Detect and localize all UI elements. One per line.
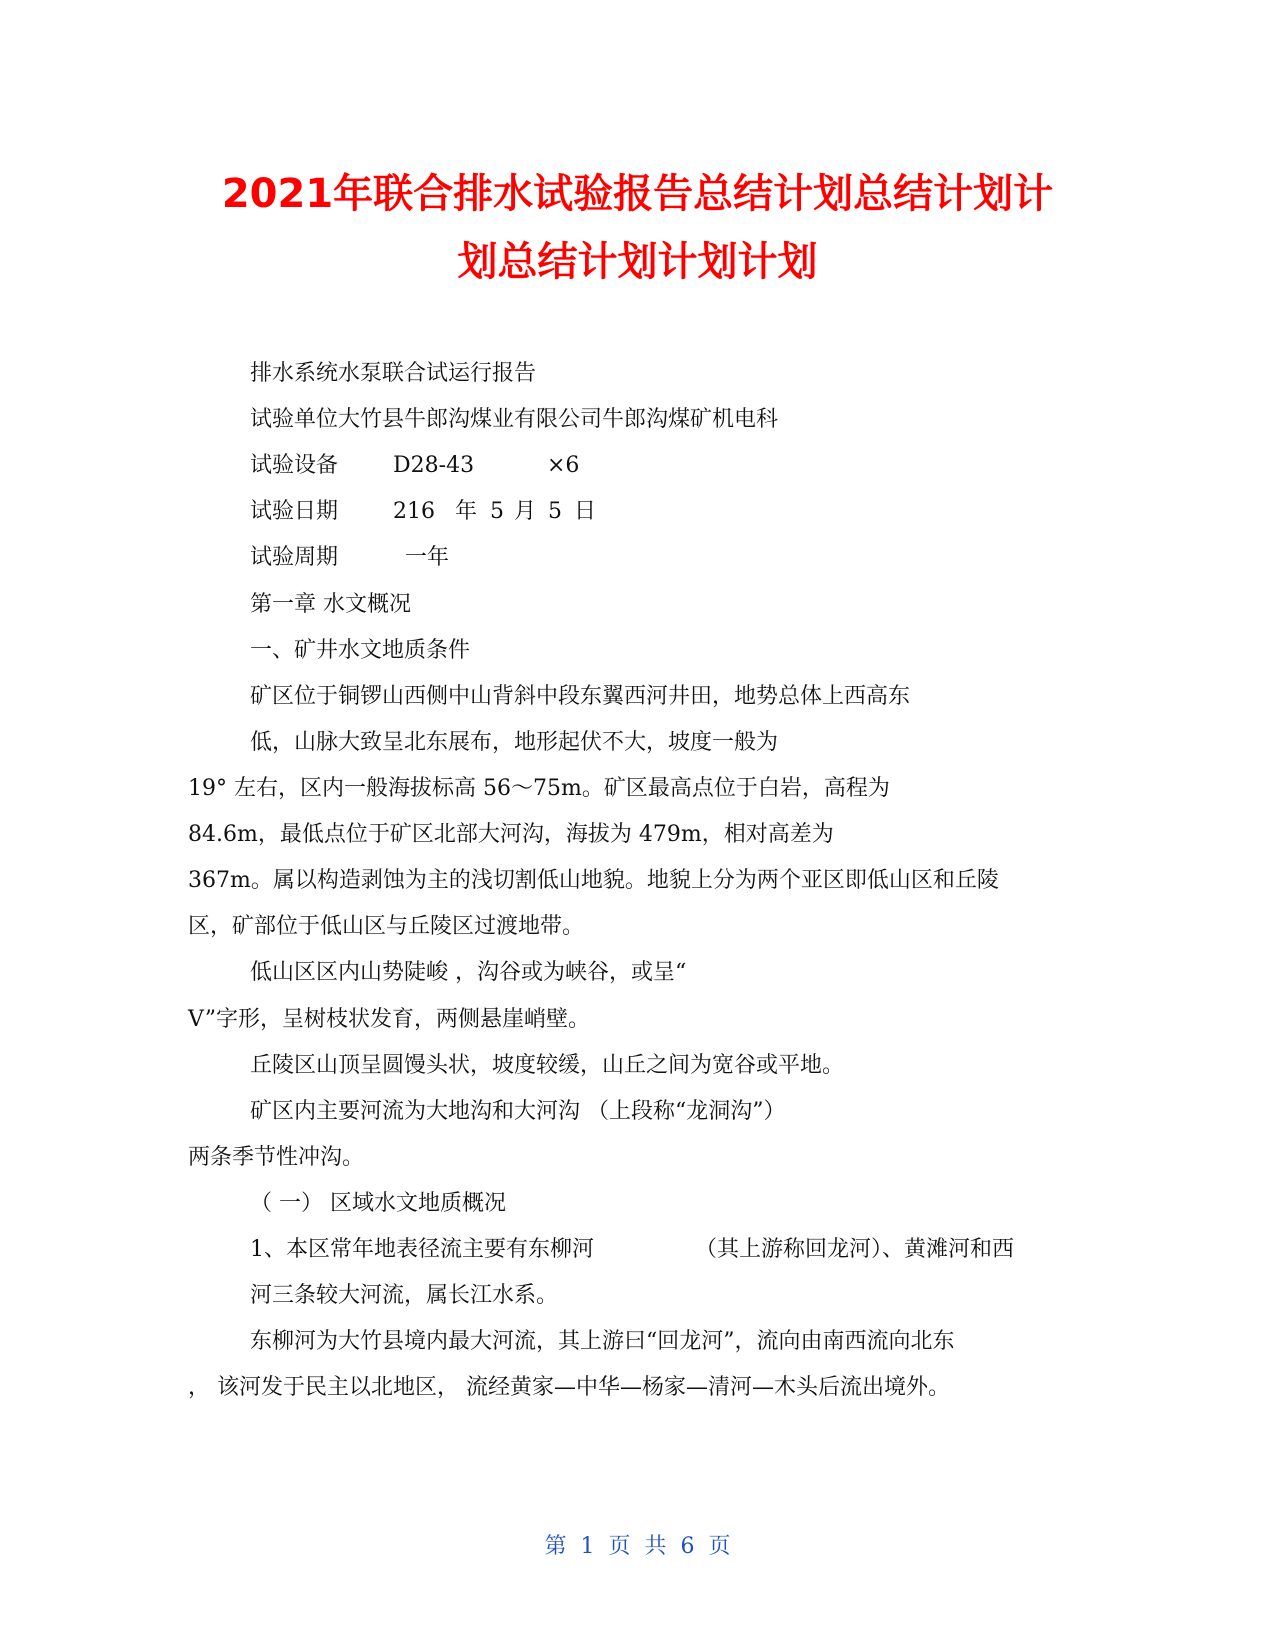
page-number-footer: 第 1 页 共 6 页: [544, 1534, 731, 1559]
date-month: 5: [490, 499, 504, 524]
paragraph-text: ， 该河发于民主以北地区， 流经黄家—中华—杨家—清河—木头后流出境外。: [188, 1375, 950, 1400]
paragraph-text: 东柳河为大竹县境内最大河流，其上游曰“回龙河”，流向由南西流向北东: [250, 1329, 955, 1354]
paragraph-text: 矿区位于铜锣山西侧中山背斜中段东翼西河井田，地势总体上西高东: [250, 684, 911, 709]
date-year-unit: 年: [455, 499, 478, 524]
paragraph-text: 84.6m，最低点位于矿区北部大河沟，海拔为 479m，相对高差为: [188, 822, 834, 847]
list-item-text: 1、本区常年地表径流主要有东柳河: [250, 1237, 594, 1262]
period-label: 试验周期: [250, 545, 339, 570]
date-day: 5: [548, 499, 562, 524]
equipment-quantity: ×6: [547, 453, 580, 478]
equipment-model: D28-43: [393, 453, 475, 478]
section-heading: 一、矿井水文地质条件: [250, 638, 471, 663]
paragraph-text: 19° 左右，区内一般海拔标高 56～75m。矿区最高点位于白岩，高程为: [188, 776, 890, 801]
equipment-label: 试验设备: [250, 453, 339, 478]
paragraph-text: 矿区内主要河流为大地沟和大河沟 （上段称“龙洞沟”）: [250, 1099, 786, 1124]
paragraph-text: 低山区区内山势陡峻 ，沟谷或为峡谷，或呈“: [250, 960, 687, 985]
list-item: [250, 1235, 1100, 1265]
subsection-heading: （ 一） 区域水文地质概况: [250, 1191, 506, 1216]
test-unit-line: 试验单位大竹县牛郎沟煤业有限公司牛郎沟煤矿机电科: [250, 407, 779, 432]
chapter-heading: 第一章 水文概况: [250, 592, 411, 617]
period-value: 一年: [405, 545, 450, 570]
paragraph-text: 367m。属以构造剥蚀为主的浅切割低山地貌。地貌上分为两个亚区即低山区和丘陵: [188, 868, 999, 893]
document-title-line-2: 划总结计划计划计划: [457, 239, 818, 285]
equipment-row: [250, 451, 950, 481]
report-heading: 排水系统水泵联合试运行报告: [250, 361, 537, 386]
date-month-unit: 月: [514, 499, 537, 524]
list-item-text: 河三条较大河流，属长江水系。: [250, 1283, 559, 1308]
paragraph-text: 丘陵区山顶呈圆馒头状，坡度较缓，山丘之间为宽谷或平地。: [250, 1053, 845, 1078]
date-label: 试验日期: [250, 499, 339, 524]
date-row: [250, 497, 950, 527]
date-day-unit: 日: [574, 499, 597, 524]
paragraph-text: 低，山脉大致呈北东展布，地形起伏不大，坡度一般为: [250, 730, 779, 755]
document-title-line-1: 2021年联合排水试验报告总结计划总结计划计: [221, 171, 1054, 217]
paragraph-text: V”字形，呈树枝状发育，两侧悬崖峭壁。: [188, 1007, 590, 1032]
period-row: [250, 543, 950, 573]
list-item-text: （其上游称回龙河）、黄滩河和西: [695, 1237, 1015, 1262]
paragraph-text: 区，矿部位于低山区与丘陵区过渡地带。: [188, 914, 585, 939]
paragraph-text: 两条季节性冲沟。: [188, 1145, 365, 1170]
date-year: 216: [393, 499, 435, 524]
